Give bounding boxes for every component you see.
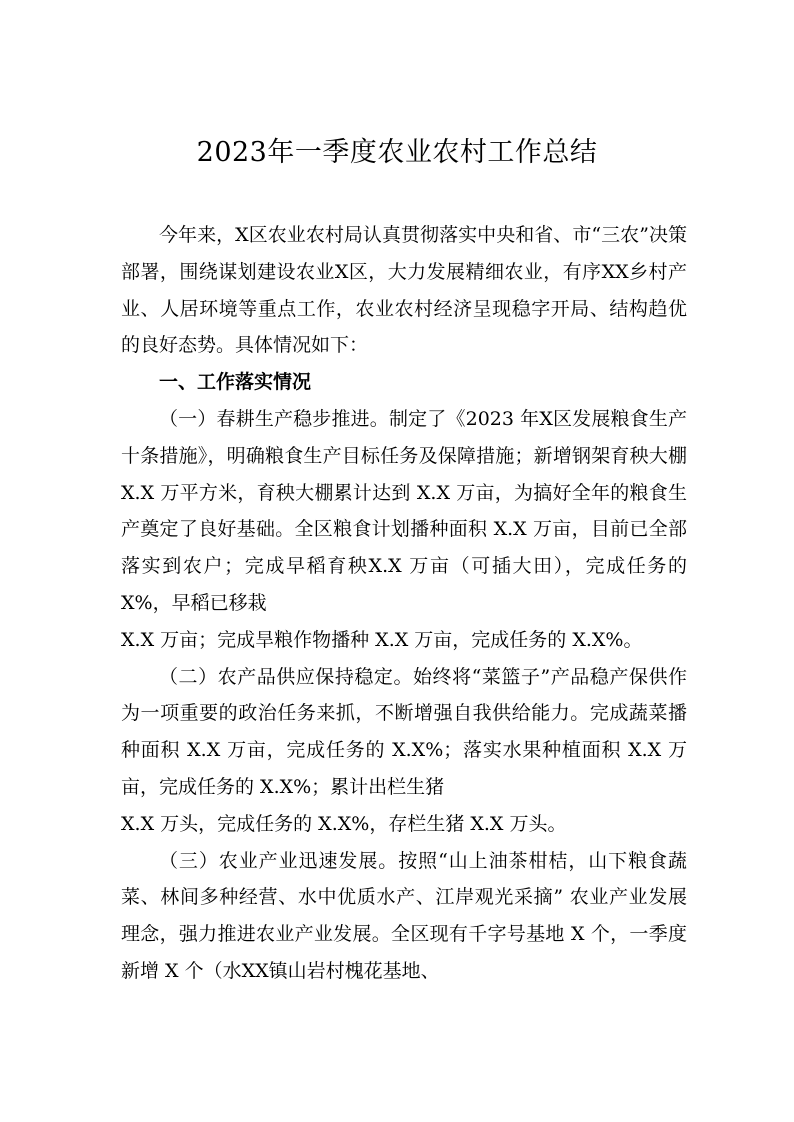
paragraph-industry [121,843,687,990]
intro-paragraph: 今年来，X区农业农村局认真贯彻落实中央和省、市“三农”决策部署，围绕谋划建设农业X区，大力发展精细农业，有序XX乡村产业、人居环境等重点工作，农业农村经济呈现稳字开局、结构趋优的良好态势。具体情况如下： [121,224,687,357]
paragraph-lead: （二）农产品供应保持稳定。 [159,665,414,688]
paragraph-text: 制定了《2023 年X区发展粮食生产十条措施》，明确粮食生产目标任务及保障措施；新增钢架育秧大棚 X.X 万平方米，育秧大棚累计达到 X.X 万亩，为搞好全年的粮食生产奠定了良好基础。全区粮食计划播种面积 X.X 万亩，目前已全部落实到农户；完成早稻育秧X.X 万亩（可插大田），完成任务的 X%，早稻已移栽 [121,407,687,614]
paragraph-text: 按照“山上油茶柑桔，山下粮食蔬菜、林间多种经营、水中优质水产、江岸观光采摘” 农业产业发展理念，强力推进农业产业发展。全区现有千字号基地 X 个，一季度新增 X 个（水XX镇山岩村槐花基地、 [121,849,687,982]
section-heading: 一、工作落实情况 [159,371,312,394]
paragraph-continuation: X.X 万亩；完成旱粮作物播种 X.X 万亩，完成任务的 X.X%。 [121,628,643,651]
paragraph-lead: （三）农业产业迅速发展。 [159,849,399,872]
document-title: 2023年一季度农业农村工作总结 [196,137,598,168]
paragraph-supply [121,659,687,806]
paragraph-spring-farming [121,401,687,622]
document-body [121,217,687,990]
paragraph-text: 始终将“菜篮子”产品稳产保供作为一项重要的政治任务来抓，不断增强自我供给能力。完成蔬菜播种面积 X.X 万亩，完成任务的 X.X%；落实水果种植面积 X.X 万亩，完成任务的 X.X%；累计出栏生猪 [121,665,687,798]
paragraph-continuation: X.X 万头，完成任务的 X.X%，存栏生猪 X.X 万头。 [121,812,567,835]
paragraph-lead: （一）春耕生产稳步推进。 [159,407,389,430]
